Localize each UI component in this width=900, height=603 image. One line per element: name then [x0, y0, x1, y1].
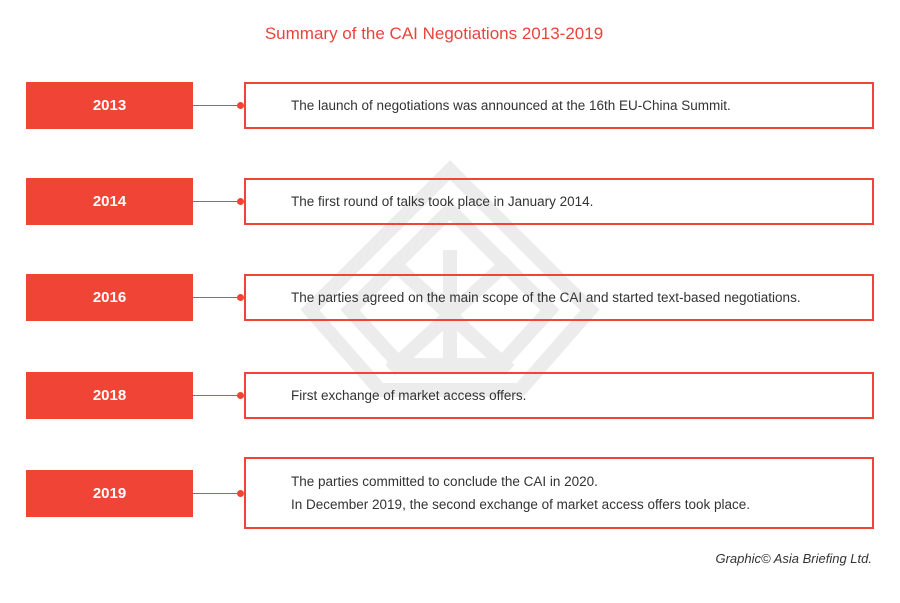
year-label: 2018 [26, 372, 193, 419]
connector-dot-icon [237, 490, 244, 497]
year-label: 2013 [26, 82, 193, 129]
graphic-credit: Graphic© Asia Briefing Ltd. [715, 551, 872, 566]
connector-dot-icon [237, 294, 244, 301]
connector-line [193, 297, 241, 298]
connector-line [193, 493, 241, 494]
year-label: 2019 [26, 470, 193, 517]
event-text: The first round of talks took place in January 2014. [291, 194, 594, 209]
connector-line [193, 395, 241, 396]
event-description-box [244, 274, 874, 321]
chart-title: Summary of the CAI Negotiations 2013-2019 [264, 24, 604, 43]
event-description-box [244, 82, 874, 129]
event-text: The launch of negotiations was announced at the 16th EU-China Summit. [291, 98, 731, 113]
event-text: The parties agreed on the main scope of the CAI and started text-based negotiations. [291, 290, 801, 305]
year-label: 2016 [26, 274, 193, 321]
connector-dot-icon [237, 102, 244, 109]
event-text: In December 2019, the second exchange of market access offers took place. [291, 497, 751, 512]
event-description-box [244, 457, 874, 529]
connector-dot-icon [237, 198, 244, 205]
event-text: The parties committed to conclude the CAI in 2020. [291, 474, 598, 489]
event-description-box [244, 372, 874, 419]
year-label: 2014 [26, 178, 193, 225]
event-description-box [244, 178, 874, 225]
connector-dot-icon [237, 392, 244, 399]
connector-line [193, 105, 241, 106]
connector-line [193, 201, 241, 202]
event-text: First exchange of market access offers. [291, 388, 527, 403]
